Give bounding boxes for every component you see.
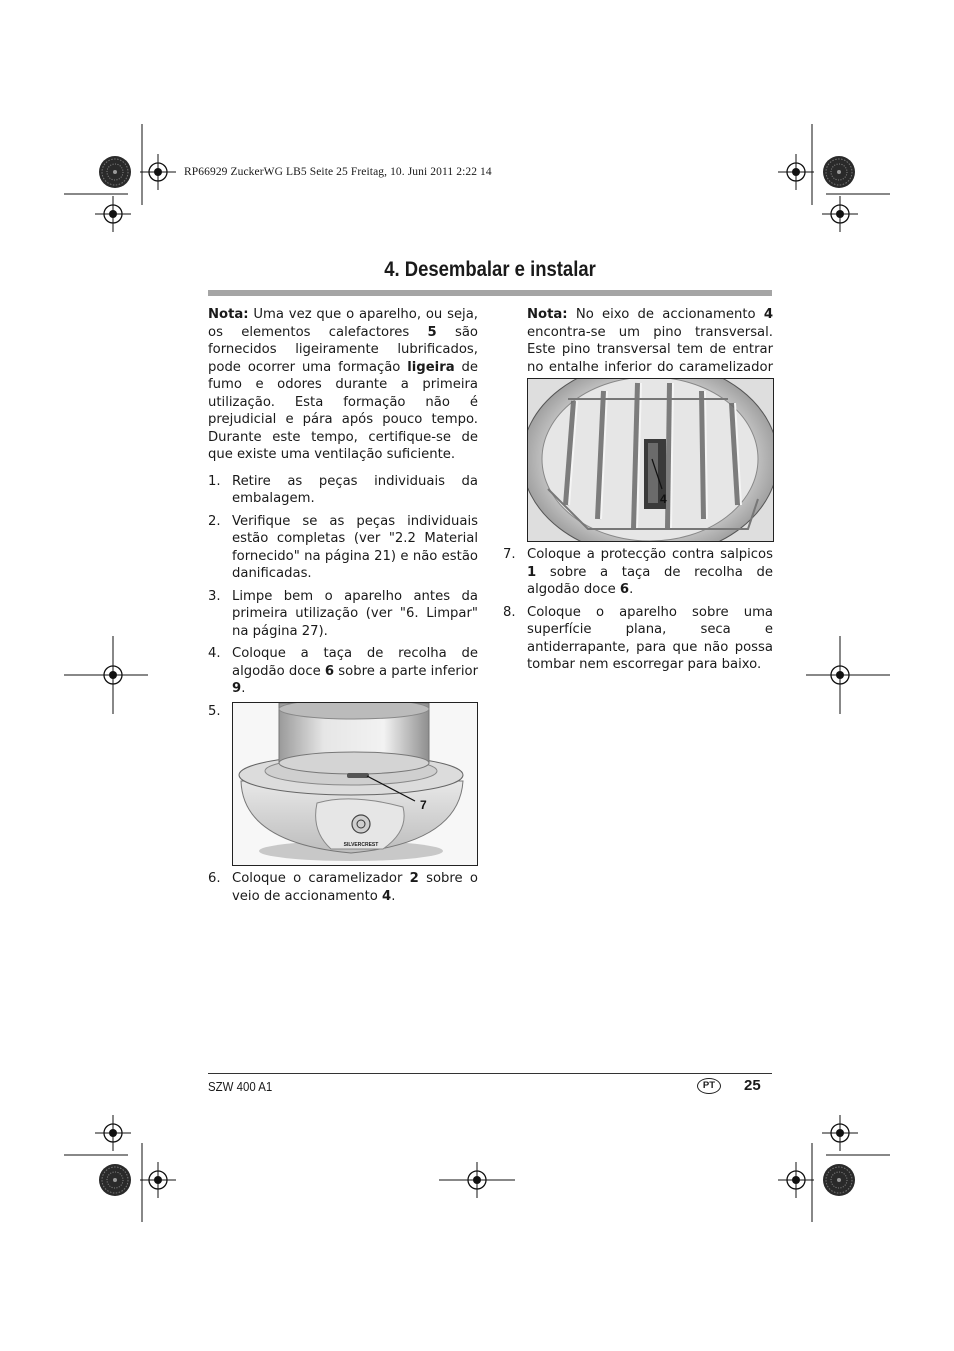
registration-rose-icon — [823, 1164, 855, 1196]
language-badge: PT — [697, 1078, 721, 1094]
registration-mark-icon — [822, 1115, 858, 1151]
callout-7: 7 — [420, 798, 427, 812]
registration-rose-icon — [99, 1164, 131, 1196]
registration-rose-icon — [823, 156, 855, 188]
footer-model: SZW 400 A1 — [208, 1079, 273, 1094]
registration-mark-icon — [140, 154, 176, 190]
list-item: 7. Coloque a protecção contra salpicos 1 sobre a taça de recolha de algodão doce 6. — [503, 547, 773, 597]
list-item: 6. Coloque o caramelizador 2 sobre o veio de accionamento 4. — [208, 871, 478, 904]
note-paragraph: Nota: Uma vez que o aparelho, ou seja, os elementos calefactores 5 são fornecidos ligeiramente lubrificados, pode ocorrer uma formação ligeira de fumo e odores durante a primeira utilização. Esta formação não é prejudicial e pára após pouco tempo. Durante este tempo, certifique-se de que existe uma ventilação suficiente. — [208, 307, 478, 462]
registration-rose-icon — [99, 156, 131, 188]
list-item: 4. Coloque a taça de recolha de algodão doce 6 sobre a parte inferior 9. — [208, 646, 479, 696]
list-item: 5. — [208, 703, 221, 719]
list-item: 3. Limpe bem o aparelho antes da primeira utilização (ver "6. Limpar" na página 27). — [208, 588, 478, 639]
print-info: RP66929 ZuckerWG LB5 Seite 25 Freitag, 10. Juni 2011 2:22 14 — [184, 166, 492, 178]
registration-mark-icon — [778, 154, 814, 190]
page-title: 4. Desembalar e instalar — [384, 258, 596, 281]
list-item: 8. Coloque o aparelho sobre uma superfície plana, seca e antiderrapante, para que não possa tombar nem escorregar para baixo. — [503, 604, 773, 672]
step-6-block — [208, 870, 478, 905]
caramelizer-illustration — [528, 379, 773, 541]
registration-mark-icon — [822, 196, 858, 232]
page-number: 25 — [744, 1077, 761, 1094]
list-item: 1. Retire as peças individuais da embalagem. — [208, 473, 478, 506]
footer-rule — [208, 1073, 772, 1074]
right-steps-block — [503, 546, 773, 674]
note-paragraph: Nota: No eixo de accionamento 4 encontra-se um pino transversal. Este pino transversal tem de entrar no entalhe inferior do caramelizador — [527, 307, 773, 375]
callout-4: 4 — [660, 492, 667, 506]
note-label: Nota: — [527, 307, 568, 322]
figure-base-unit — [232, 702, 478, 866]
list-item: 2. Verifique se as peças individuais estão completas (ver "2.2 Material fornecido" na página 21) e não estão danificadas. — [208, 513, 478, 581]
brand-logo: SILVERCREST — [343, 842, 379, 848]
base-unit-illustration — [233, 703, 477, 865]
registration-mark-icon — [95, 196, 131, 232]
left-column — [208, 306, 478, 755]
figure-caramelizer — [527, 378, 774, 542]
registration-mark-icon — [778, 1162, 814, 1198]
registration-mark-icon — [95, 1115, 131, 1151]
title-rule — [208, 290, 772, 296]
note-label: Nota: — [208, 307, 249, 322]
registration-mark-icon — [140, 1162, 176, 1198]
